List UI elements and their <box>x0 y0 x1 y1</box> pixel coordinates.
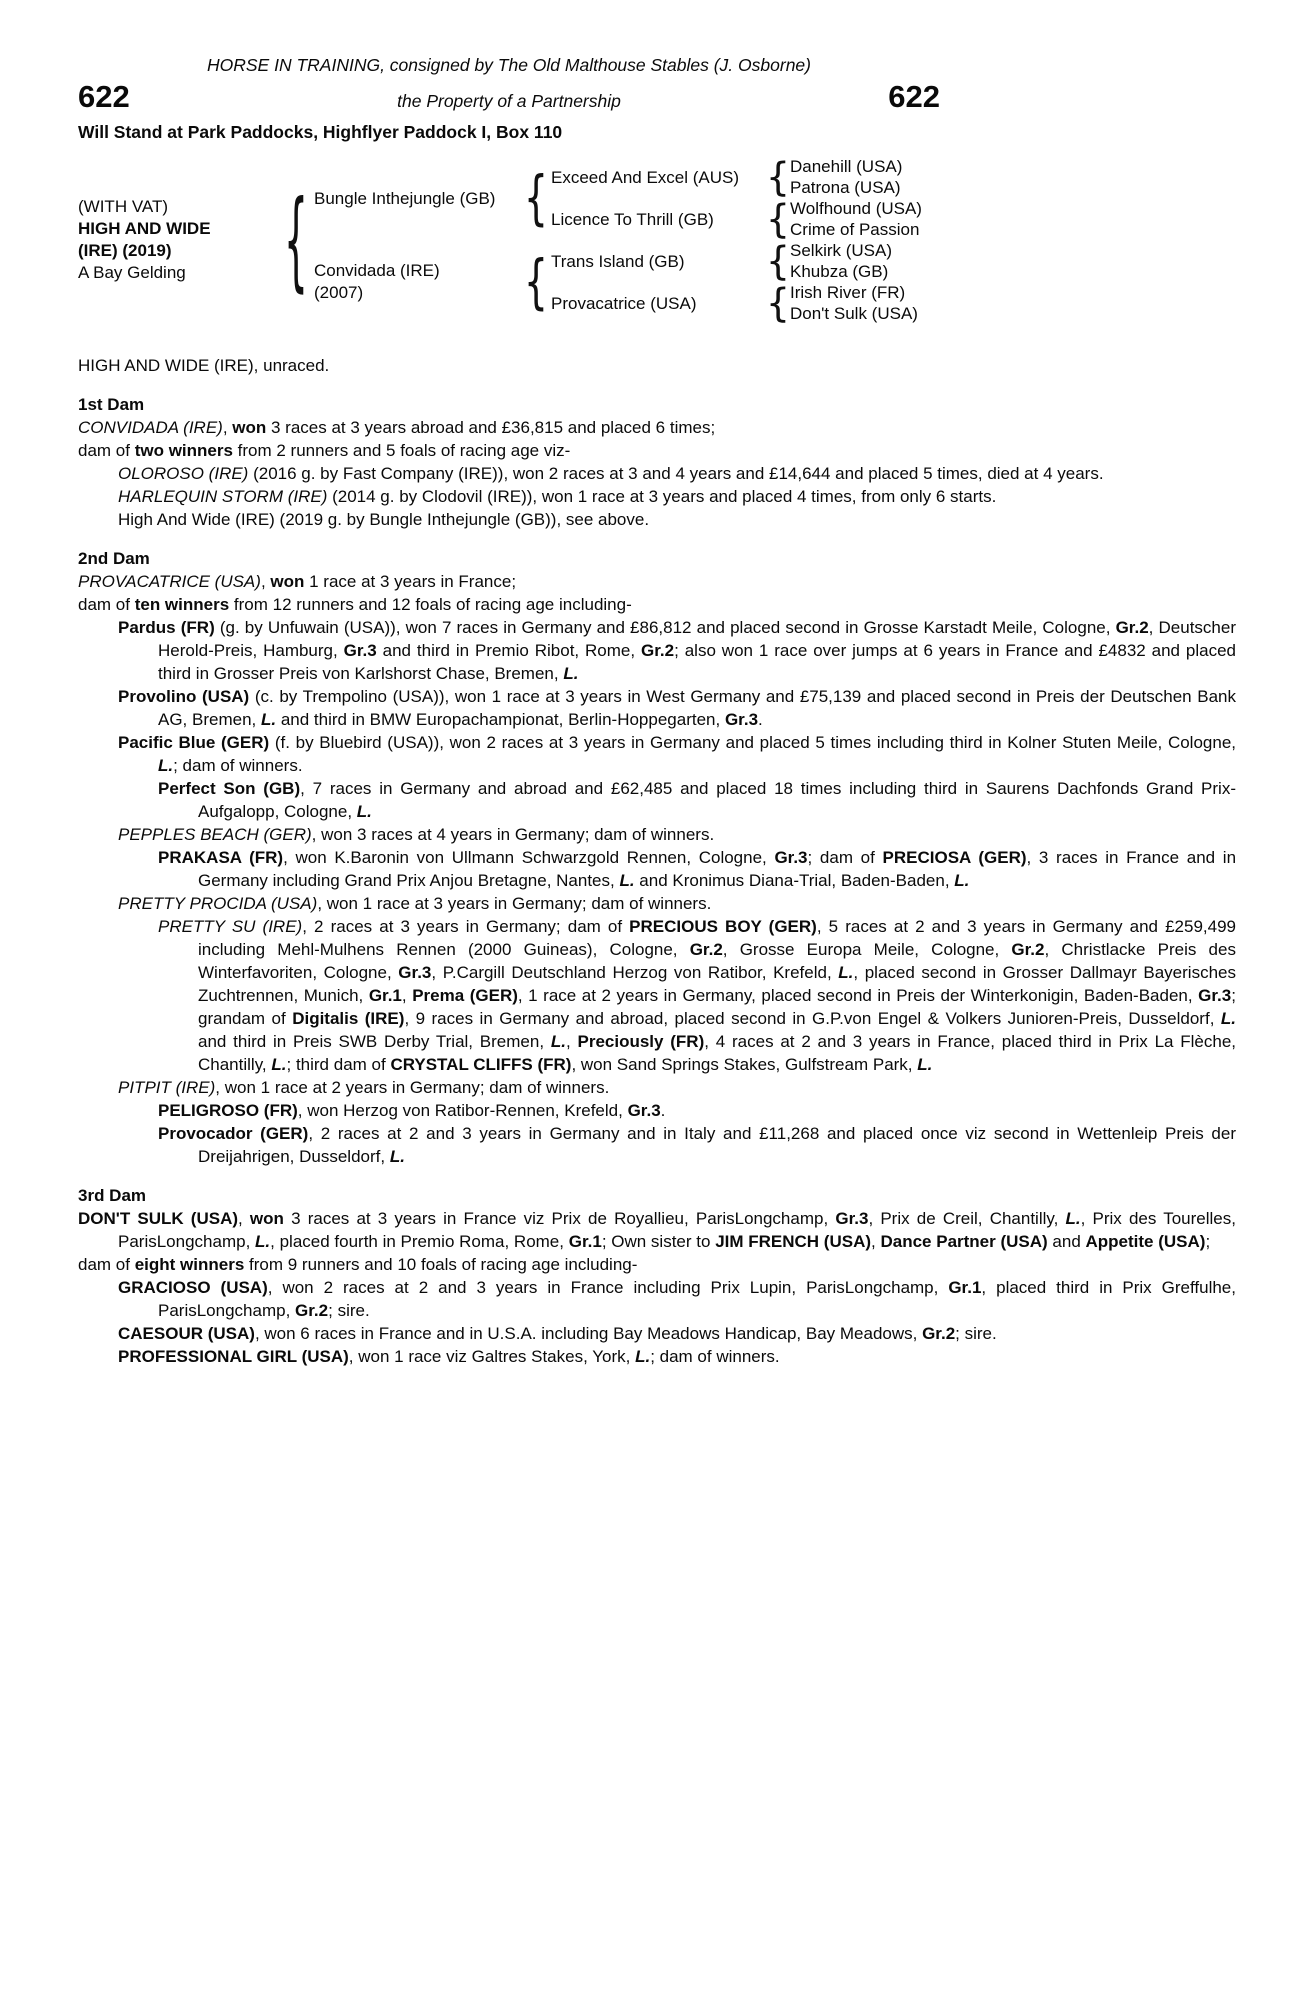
great-grandparent: Wolfhound (USA) <box>790 199 922 218</box>
dam-section-2 <box>78 547 1236 1168</box>
paragraph-provocador: Provocador (GER), 2 races at 2 and 3 years in Germany and in Italy and £11,268 and placed once viz second in Wettenleip Preis der Dreijahrigen, Dusseldorf, L. <box>158 1124 1236 1166</box>
brace-icon: { <box>523 163 549 233</box>
horse-description: A Bay Gelding <box>78 263 186 282</box>
paragraph-pretty-su: PRETTY SU (IRE), 2 races at 3 years in Germany; dam of PRECIOUS BOY (GER), 5 races at 2 and 3 years in Germany and £259,499 including Mehl-Mulhens Rennen (2000 Guineas), Cologne, Gr.2, Grosse Europa Meile, Cologne, Gr.2, Christlacke Preis des Winterfavoriten, Cologne, Gr.3, P.Cargill Deutschland Herzog von Ratibor, Krefeld, L., placed second in Grosser Dallmayr Bayerisches Zuchtrennen, Munich, Gr.1, Prema (GER), 1 race at 2 years in Germany, placed second in Preis der Winterkonigin, Baden-Baden, Gr.3; grandam of Digitalis (IRE), 9 races in Germany and abroad, placed second in G.P.von Engel & Volkers Junioren-Preis, Dusseldorf, L. and third in Preis SWB Derby Trial, Bremen, L., Preciously (FR), 4 races at 2 and 3 years in France, placed third in Prix La Flèche, Chantilly, L.; third dam of CRYSTAL CLIFFS (FR), won Sand Springs Stakes, Gulfstream Park, L. <box>158 917 1237 1074</box>
sire-name: Bungle Inthejungle (GB) <box>314 188 496 208</box>
paragraph-dont-sulk: DON'T SULK (USA), won 3 races at 3 years in France viz Prix de Royallieu, ParisLongchamp, Gr.3, Prix de Creil, Chantilly, L., Prix des Tourelles, ParisLongchamp, L., placed fourth in Premio Roma, Rome, Gr.1; Own sister to JIM FRENCH (USA), Dance Partner (USA) and Appetite (USA); <box>78 1209 1236 1251</box>
paragraph-pitpit: PITPIT (IRE), won 1 race at 2 years in Germany; dam of winners. <box>118 1078 610 1097</box>
great-grandparent: Patrona (USA) <box>790 178 901 197</box>
grandsire-2: Trans Island (GB) <box>551 251 685 271</box>
great-grandparent: Danehill (USA) <box>790 157 903 176</box>
pedigree-brace-gp4 <box>766 282 790 324</box>
paragraph-harlequin-storm: HARLEQUIN STORM (IRE) (2014 g. by Clodovil (IRE)), won 1 race at 3 years and placed 4 times, from only 6 starts. <box>118 487 997 506</box>
great-grandparent: Khubza (GB) <box>790 262 889 281</box>
brace-icon: { <box>765 196 791 242</box>
great-grandparent: Crime of Passion <box>790 220 920 239</box>
property-line: the Property of a Partnership <box>397 91 621 111</box>
brace-icon: { <box>765 238 791 284</box>
section-title-3rd-dam: 3rd Dam <box>78 1186 147 1205</box>
paragraph-pretty-procida: PRETTY PROCIDA (USA), won 1 race at 3 years in Germany; dam of winners. <box>118 894 712 913</box>
great-grandparent: Don't Sulk (USA) <box>790 304 918 323</box>
section-title-2nd-dam: 2nd Dam <box>78 549 150 568</box>
dam-year: (2007) <box>314 283 364 302</box>
grandsire-1: Exceed And Excel (AUS) <box>551 167 740 187</box>
horse-name-suffix: (IRE) (2019) <box>78 241 172 260</box>
vat-note: (WITH VAT) <box>78 197 169 216</box>
pedigree-brace-gp1 <box>766 156 790 198</box>
page-header <box>78 54 940 144</box>
paragraph-dam-of-ten-winners: dam of ten winners from 12 runners and 12 foals of racing age including- <box>78 595 632 614</box>
paragraph-dam-of-eight-winners: dam of eight winners from 9 runners and 10 foals of racing age including- <box>78 1255 638 1274</box>
horse-details <box>78 156 278 324</box>
pedigree-brace-dam <box>521 240 551 324</box>
pedigree-table <box>78 156 1236 324</box>
great-grandparent: Selkirk (USA) <box>790 241 893 260</box>
paragraph-perfect-son: Perfect Son (GB), 7 races in Germany and abroad and £62,485 and placed 18 times including third in Saurens Dachfonds Grand Prix-Aufgalopp, Cologne, L. <box>158 779 1236 821</box>
brace-icon: { <box>283 177 309 303</box>
lot-number-right: 622 <box>888 79 940 114</box>
paragraph-high-and-wide: High And Wide (IRE) (2019 g. by Bungle Inthejungle (GB)), see above. <box>118 510 650 529</box>
paragraph-convidada: CONVIDADA (IRE), won 3 races at 3 years abroad and £36,815 and placed 6 times; <box>78 418 716 437</box>
paragraph-caesour: CAESOUR (USA), won 6 races in France and in U.S.A. including Bay Meadows Handicap, Bay Meadows, Gr.2; sire. <box>118 1324 997 1343</box>
paragraph-provolino: Provolino (USA) (c. by Trempolino (USA)), won 1 race at 3 years in West Germany and £75,139 and placed second in Preis der Deutschen Bank AG, Bremen, L. and third in BMW Europachampionat, Berlin-Hoppegarten, Gr.3. <box>118 687 1236 729</box>
race-record-line: HIGH AND WIDE (IRE), unraced. <box>78 356 330 375</box>
paragraph-dam-of-two-winners: dam of two winners from 2 runners and 5 foals of racing age viz- <box>78 441 571 460</box>
lot-number-left: 622 <box>78 79 130 114</box>
granddam-2: Provacatrice (USA) <box>551 293 697 313</box>
brace-icon: { <box>523 247 549 317</box>
brace-icon: { <box>765 154 791 200</box>
paragraph-gracioso: GRACIOSO (USA), won 2 races at 2 and 3 years in France including Prix Lupin, ParisLongchamp, Gr.1, placed third in Prix Greffulhe, ParisLongchamp, Gr.2; sire. <box>118 1278 1236 1320</box>
lot-row <box>78 80 940 114</box>
stand-location-line: Will Stand at Park Paddocks, Highflyer Paddock I, Box 110 <box>78 122 563 142</box>
pedigree-brace-gp3 <box>766 240 790 282</box>
great-grandparent: Irish River (FR) <box>790 283 906 302</box>
paragraph-prakasa: PRAKASA (FR), won K.Baronin von Ullmann Schwarzgold Rennen, Cologne, Gr.3; dam of PRECIOSA (GER), 3 races in France and in Germany including Grand Prix Anjou Bretagne, Nantes, L. and Kronimus Diana-Trial, Baden-Baden, L. <box>158 848 1237 890</box>
pedigree-brace-gp2 <box>766 198 790 240</box>
paragraph-pardus: Pardus (FR) (g. by Unfuwain (USA)), won 7 races in Germany and £86,812 and placed second in Grosse Karstadt Meile, Cologne, Gr.2, Deutscher Herold-Preis, Hamburg, Gr.3 and third in Premio Ribot, Rome, Gr.2; also won 1 race over jumps at 6 years in France and £4832 and placed third in Grosser Preis von Karlshorst Chase, Bremen, L. <box>118 618 1237 683</box>
paragraph-oloroso: OLOROSO (IRE) (2016 g. by Fast Company (IRE)), won 2 races at 3 and 4 years and £14,644 and placed 5 times, died at 4 years. <box>118 464 1104 483</box>
pedigree-brace-main <box>278 156 314 324</box>
brace-icon: { <box>765 280 791 326</box>
paragraph-provacatrice: PROVACATRICE (USA), won 1 race at 3 years in France; <box>78 572 517 591</box>
granddam-1: Licence To Thrill (GB) <box>551 209 714 229</box>
paragraph-peligroso: PELIGROSO (FR), won Herzog von Ratibor-Rennen, Krefeld, Gr.3. <box>158 1101 666 1120</box>
dam-section-1 <box>78 393 1236 531</box>
horse-name: HIGH AND WIDE <box>78 219 211 238</box>
consignor-line: HORSE IN TRAINING, consigned by The Old Malthouse Stables (J. Osborne) <box>207 55 811 75</box>
pedigree-brace-sire <box>521 156 551 240</box>
dam-name <box>314 240 521 324</box>
dam-name-line1: Convidada (IRE) <box>314 261 440 280</box>
dam-section-3 <box>78 1184 1236 1368</box>
paragraph-pacific-blue: Pacific Blue (GER) (f. by Bluebird (USA)), won 2 races at 3 years in Germany and placed 5 times including third in Kolner Stuten Meile, Cologne, L.; dam of winners. <box>118 733 1236 775</box>
paragraph-professional-girl: PROFESSIONAL GIRL (USA), won 1 race viz Galtres Stakes, York, L.; dam of winners. <box>118 1347 780 1366</box>
section-title-1st-dam: 1st Dam <box>78 395 145 414</box>
paragraph-pepples-beach: PEPPLES BEACH (GER), won 3 races at 4 years in Germany; dam of winners. <box>118 825 715 844</box>
